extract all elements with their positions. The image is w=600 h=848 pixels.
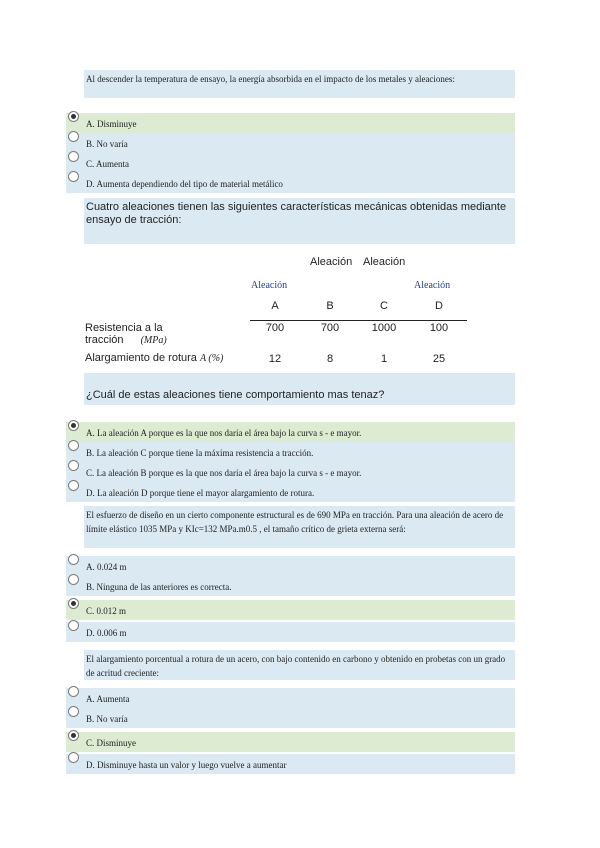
q4-option-a[interactable] (66, 688, 515, 708)
radio-icon[interactable] (68, 620, 79, 631)
option-label: C. Disminuye (86, 738, 137, 748)
option-label: D. Disminuye hasta un valor y luego vuelve a aumentar (86, 760, 287, 770)
radio-selected-icon[interactable] (68, 111, 79, 122)
radio-icon[interactable] (68, 752, 79, 763)
q3-option-b[interactable] (66, 576, 515, 596)
header-rule (250, 320, 467, 321)
row1-d: 100 (429, 322, 449, 334)
radio-icon[interactable] (68, 131, 79, 142)
col-b: B (326, 300, 334, 312)
q1-option-b[interactable] (66, 133, 515, 153)
col-d: D (435, 300, 443, 312)
option-label: C. La aleación B porque es la que nos daría el área bajo la curva s - e mayor. (86, 468, 362, 478)
question-2-intro: Cuatro aleaciones tienen las siguientes características mecánicas obtenidas mediante ensayo de tracción: (84, 198, 515, 244)
col-c: C (380, 300, 388, 312)
q1-option-a[interactable] (66, 113, 515, 133)
option-label: D. La aleación D porque tiene el mayor alargamiento de rotura. (86, 488, 315, 498)
q2-option-a[interactable] (66, 422, 515, 442)
question-1-text: Al descender la temperatura de ensayo, la energía absorbida en el impacto de los metales y aleaciones: (84, 70, 515, 98)
option-label: A. La aleación A porque es la que nos daría el área bajo la curva s - e mayor. (86, 428, 362, 438)
q2-option-c[interactable] (66, 462, 515, 482)
header-top-1: Aleación (310, 256, 353, 268)
option-label: A. Disminuye (86, 119, 137, 129)
row1-c: 1000 (371, 322, 397, 334)
radio-icon[interactable] (68, 686, 79, 697)
row1-label: Resistencia a la tracción (MPa) (85, 322, 167, 346)
q3-option-c[interactable] (66, 600, 515, 620)
option-label: B. No varía (86, 714, 128, 724)
header-blue-1: Aleación (251, 280, 288, 291)
q4-option-b[interactable] (66, 708, 515, 728)
option-label: A. 0.024 m (86, 562, 127, 572)
q2-option-b[interactable] (66, 442, 515, 462)
radio-icon[interactable] (68, 151, 79, 162)
row2-d: 25 (432, 353, 446, 365)
radio-selected-icon[interactable] (68, 420, 79, 431)
radio-icon[interactable] (68, 554, 79, 565)
q1-option-d[interactable] (66, 173, 515, 193)
radio-selected-icon[interactable] (68, 730, 79, 741)
question-3-text: El esfuerzo de diseño en un cierto componente estructural es de 690 MPa en tracción. Para una aleación de acero de límite elástico 1035 MPa y KIc=132 MPa.m0.5 , el tamaño crítico de grieta externa será: (84, 506, 515, 548)
option-label: A. Aumenta (86, 694, 130, 704)
option-label: D. 0.006 m (86, 628, 127, 638)
q3-option-a[interactable] (66, 556, 515, 576)
q4-option-d[interactable] (66, 754, 515, 774)
question-4-text: El alargamiento porcentual a rotura de un acero, con bajo contenido en carbono y obtenido en probetas con un grado de acritud creciente: (84, 650, 515, 680)
option-label: B. No varía (86, 139, 128, 149)
option-label: C. Aumenta (86, 159, 129, 169)
q1-option-c[interactable] (66, 153, 515, 173)
radio-icon[interactable] (68, 440, 79, 451)
option-label: C. 0.012 m (86, 606, 127, 616)
header-top-2: Aleación (363, 256, 406, 268)
row1-a: 700 (265, 322, 285, 334)
q2-option-d[interactable] (66, 482, 515, 502)
radio-selected-icon[interactable] (68, 598, 79, 609)
option-label: B. La aleación C porque tiene la máxima resistencia a tracción. (86, 448, 314, 458)
col-a: A (271, 300, 279, 312)
q4-option-c[interactable] (66, 732, 515, 752)
radio-icon[interactable] (68, 171, 79, 182)
radio-icon[interactable] (68, 480, 79, 491)
alloy-table (84, 250, 515, 370)
option-label: B. Ninguna de las anteriores es correcta. (86, 582, 232, 592)
row2-a: 12 (268, 353, 282, 365)
header-blue-2: Aleación (414, 280, 451, 291)
q3-option-d[interactable] (66, 622, 515, 642)
row1-b: 700 (320, 322, 340, 334)
question-2-text: ¿Cuál de estas aleaciones tiene comportamiento mas tenaz? (84, 373, 515, 405)
radio-icon[interactable] (68, 574, 79, 585)
row2-c: 1 (380, 353, 388, 365)
row2-unit: A (%) (199, 353, 224, 364)
radio-icon[interactable] (68, 706, 79, 717)
option-label: D. Aumenta dependiendo del tipo de material metálico (86, 179, 283, 189)
row2-label: Alargamiento de rotura A (%) (85, 352, 224, 364)
row2-b: 8 (326, 353, 334, 365)
row1-unit: (MPa) (140, 335, 167, 346)
radio-icon[interactable] (68, 460, 79, 471)
